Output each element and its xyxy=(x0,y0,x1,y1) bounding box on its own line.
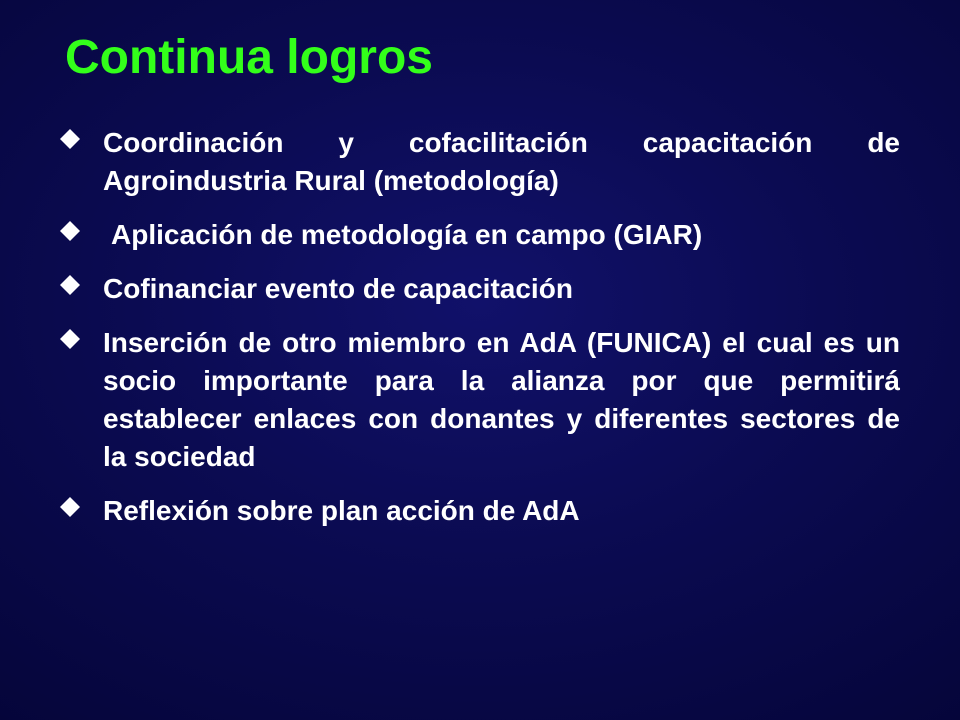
bullet-item xyxy=(58,270,900,308)
bullet-text: Coordinación y cofacilitación capacitación de Agroindustria Rural (metodología) xyxy=(103,127,900,196)
bullet-text: Aplicación de metodología en campo (GIAR) xyxy=(111,219,703,250)
diamond-bullet-icon xyxy=(58,219,82,243)
diamond-bullet-icon xyxy=(58,127,82,151)
bullet-list xyxy=(58,124,900,530)
bullet-item xyxy=(58,492,900,530)
diamond-bullet-icon xyxy=(58,327,82,351)
diamond-bullet-icon xyxy=(58,495,82,519)
slide-title: Continua logros xyxy=(65,31,433,84)
bullet-text: Cofinanciar evento de capacitación xyxy=(103,273,573,304)
bullet-text: Reflexión sobre plan acción de AdA xyxy=(103,495,580,526)
bullet-item xyxy=(58,324,900,476)
bullet-text: Inserción de otro miembro en AdA (FUNICA) el cual es un socio importante para la alianza por que permitirá establecer enlaces con donantes y diferentes sectores de la sociedad xyxy=(103,327,900,472)
bullet-item xyxy=(58,124,900,200)
bullet-item xyxy=(58,216,900,254)
diamond-bullet-icon xyxy=(58,273,82,297)
